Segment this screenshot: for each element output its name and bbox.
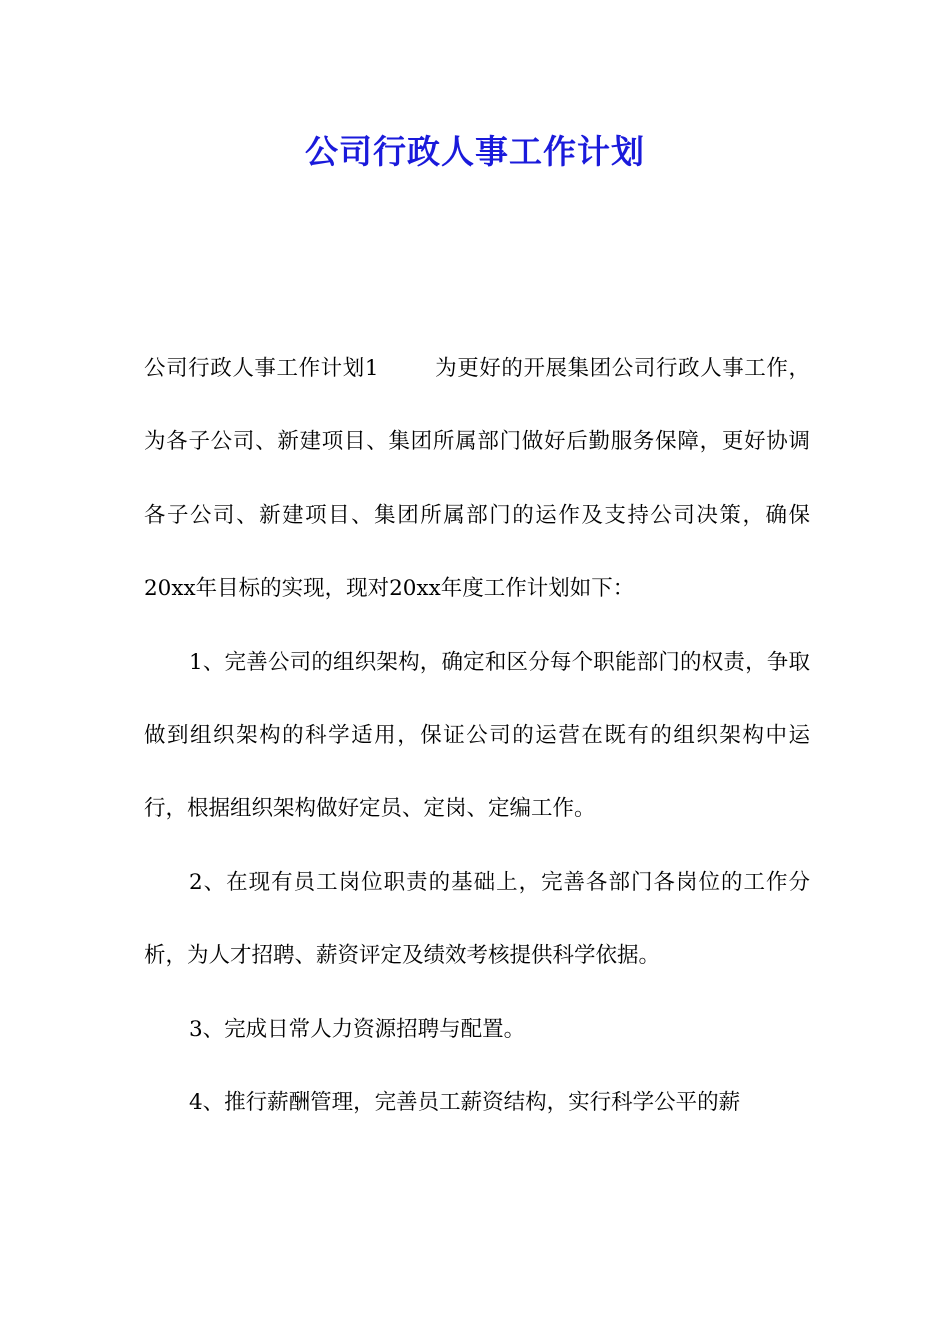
list-item: 3、完成日常人力资源招聘与配置。	[189, 1016, 526, 1042]
list-item: 1、完善公司的组织架构，确定和区分每个职能部门的权责，争取做到组织架构的科学适用，保证公司的运营在既有的组织架构中运行，根据组织架构做好定员、定岗、定编工作。	[144, 649, 810, 822]
document-body	[144, 332, 810, 1139]
intro-heading: 公司行政人事工作计划1	[144, 356, 379, 381]
intro-paragraph	[144, 332, 810, 626]
list-item: 2、在现有员工岗位职责的基础上，完善各部门各岗位的工作分析，为人才招聘、薪资评定及绩效考核提供科学依据。	[144, 869, 810, 969]
intro-text: 为更好的开展集团公司行政人事工作，为各子公司、新建项目、集团所属部门做好后勤服务保障，更好协调各子公司、新建项目、集团所属部门的运作及支持公司决策，确保20xx年目标的实现，现对20xx年度工作计划如下：	[144, 356, 810, 602]
document-title: 公司行政人事工作计划	[305, 132, 645, 171]
list-item: 4、推行薪酬管理，完善员工薪资结构，实行科学公平的薪	[189, 1090, 741, 1116]
